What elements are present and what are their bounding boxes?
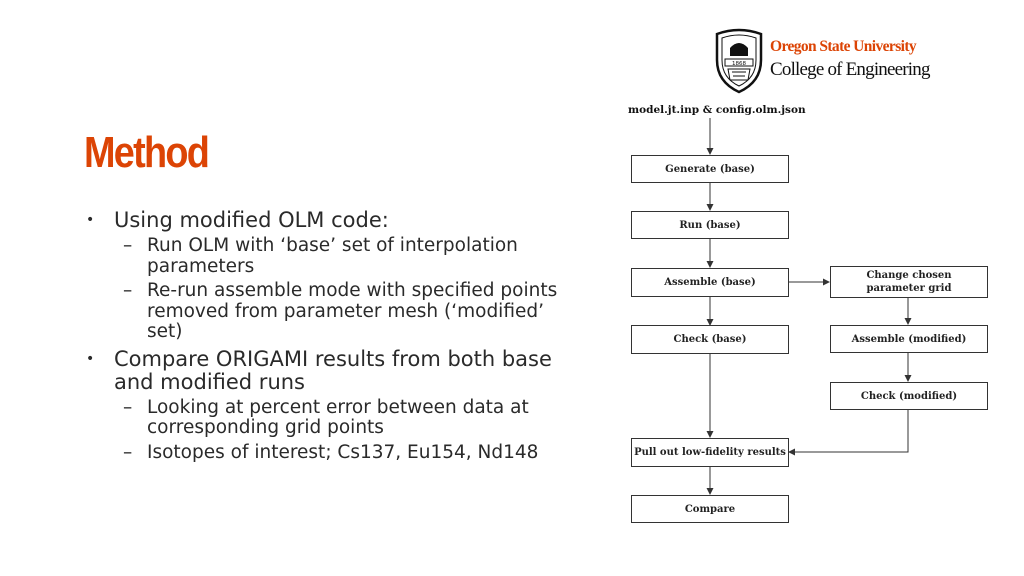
- dash-icon: –: [123, 280, 133, 301]
- step-run-base: Run (base): [631, 211, 789, 239]
- sub-bullet-text: Run OLM with ‘base’ set of interpolation parameters: [147, 235, 518, 277]
- step-compare: Compare: [631, 495, 789, 523]
- step-generate-base: Generate (base): [631, 155, 789, 183]
- step-assemble-modified: Assemble (modified): [830, 325, 988, 353]
- slide-title: Method: [84, 128, 209, 177]
- college-name: College of Engineering: [770, 59, 930, 80]
- step-assemble-base: Assemble (base): [631, 268, 789, 297]
- step-pull-out: Pull out low-fidelity results: [631, 438, 789, 467]
- step-check-modified: Check (modified): [830, 382, 988, 410]
- flowchart-input-label: model.jt.inp & config.olm.json: [628, 104, 806, 116]
- seal-year: 1868: [732, 61, 746, 67]
- step-change-grid: Change chosen parameter grid: [830, 266, 988, 298]
- step-check-base: Check (base): [631, 325, 789, 354]
- bullet-dot-icon: •: [86, 350, 95, 367]
- sub-bullet-text: Re-run assemble mode with specified points removed from parameter mesh (‘modified’ set): [147, 280, 558, 342]
- sub-bullet-text: Looking at percent error between data at corresponding grid points: [147, 396, 529, 438]
- bullet-text: Using modified OLM code:: [114, 208, 389, 232]
- arrow-check-mod-to-pull: [789, 410, 908, 452]
- dash-icon: –: [123, 396, 133, 418]
- bullet-dot-icon: •: [86, 212, 95, 228]
- dash-icon: –: [123, 441, 133, 463]
- bullet-text: Compare ORIGAMI results from both base and modified runs: [114, 346, 552, 394]
- university-name: Oregon State University: [770, 38, 917, 55]
- dash-icon: –: [123, 235, 133, 256]
- sub-bullet-text: Isotopes of interest; Cs137, Eu154, Nd148: [147, 441, 539, 463]
